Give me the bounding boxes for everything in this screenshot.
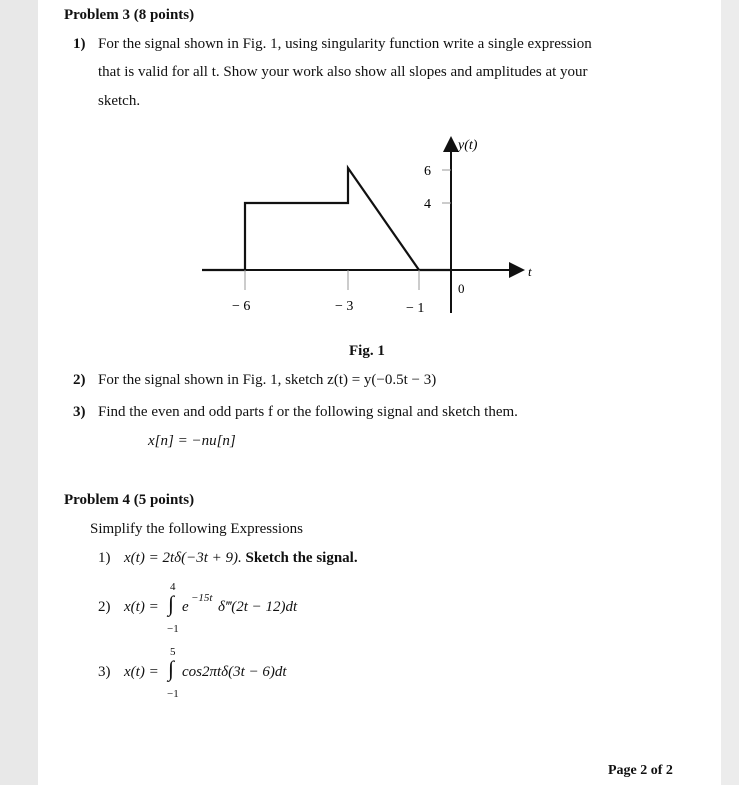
q2-text: For the signal shown in Fig. 1, sketch z(t) = y(−0.5t − 3) (98, 372, 437, 388)
problem4-intro: Simplify the following Expressions (90, 521, 303, 537)
expr2-number: 2) (98, 599, 111, 615)
document-page (38, 0, 721, 785)
expr1-instruction: Sketch the signal. (245, 550, 358, 566)
expr3-body: cos2πtδ(3t − 6)dt (182, 664, 287, 680)
figure-1 (188, 128, 568, 328)
origin-label: 0 (458, 281, 465, 296)
xtick-label-m1: − 1 (406, 301, 425, 316)
problem4-title: Problem 4 (5 points) (64, 492, 195, 508)
expr1 (124, 550, 358, 567)
expr2-upper-limit: 4 (170, 581, 176, 593)
q3-number: 3) (73, 404, 86, 420)
expr3-integral-sign: ∫ (168, 656, 175, 681)
q1-line3: sketch. (98, 93, 141, 109)
expr3-lhs: x(t) = (124, 664, 159, 680)
q3-text: Find the even and odd parts f or the following signal and sketch them. (98, 404, 518, 420)
expr3-number: 3) (98, 664, 111, 680)
xtick-label-m3: − 3 (335, 299, 354, 314)
expr1-math: x(t) = 2tδ(−3t + 9). (124, 550, 242, 566)
xtick-label-m6: − 6 (232, 299, 251, 314)
q1-line2: that is valid for all t. Show your work also show all slopes and amplitudes at your (98, 64, 588, 80)
expr2-integral-sign: ∫ (168, 591, 175, 616)
expr2-exponent: −15t (191, 592, 213, 604)
ytick-label-4: 4 (424, 197, 431, 212)
expr2-base: e (182, 599, 189, 615)
x-axis-label: t (528, 264, 532, 279)
expr1-number: 1) (98, 550, 111, 566)
expr3-lower-limit: −1 (167, 688, 179, 700)
q2-number: 2) (73, 372, 86, 388)
q1-number: 1) (73, 36, 86, 52)
figure-caption: Fig. 1 (349, 343, 385, 359)
q1-line1: For the signal shown in Fig. 1, using singularity function write a single expression (98, 36, 592, 52)
signal-trace (202, 168, 451, 270)
expr3-upper-limit: 5 (170, 646, 176, 658)
page-number: Page 2 of 2 (608, 763, 673, 778)
q3-expression: x[n] = −nu[n] (148, 433, 236, 449)
left-margin (0, 0, 38, 785)
right-margin (721, 0, 739, 785)
expr2-body: δ‴(2t − 12)dt (218, 599, 298, 615)
ytick-label-6: 6 (424, 164, 431, 179)
problem3-title: Problem 3 (8 points) (64, 7, 195, 23)
y-axis-label: y(t) (458, 138, 478, 153)
expr2-lower-limit: −1 (167, 623, 179, 635)
expr2-lhs: x(t) = (124, 599, 159, 615)
